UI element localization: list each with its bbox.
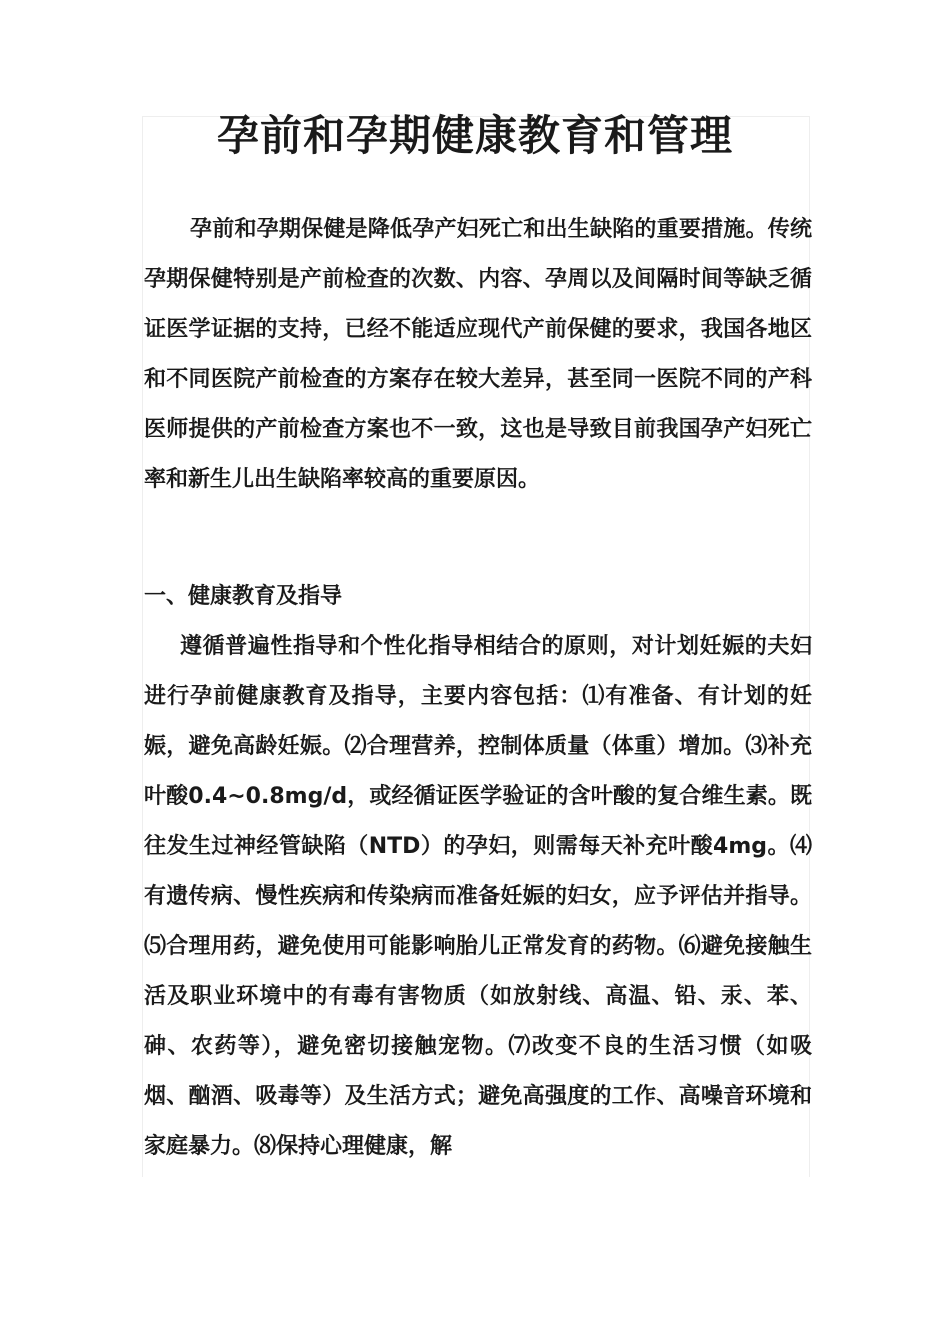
intro-paragraph: 孕前和孕期保健是降低孕产妇死亡和出生缺陷的重要措施。传统孕期保健特别是产前检查的次数、内容、孕周以及间隔时间等缺乏循证医学证据的支持，已经不能适应现代产前保健的要求，我国各地区和不同医院产前检查的方案存在较大差异，甚至同一医院不同的产科医师提供的产前检查方案也不一致，这也是导致目前我国孕产妇死亡率和新生儿出生缺陷率较高的重要原因。 xyxy=(144,217,812,492)
section-heading: 一、健康教育及指导 xyxy=(144,584,343,609)
section-paragraph: 遵循普遍性指导和个性化指导相结合的原则，对计划妊娠的夫妇进行孕前健康教育及指导，主要内容包括：⑴有准备、有计划的妊娠，避免高龄妊娠。⑵合理营养，控制体质量（体重）增加。⑶补充叶酸0.4~0.8mg/d，或经循证医学验证的含叶酸的复合维生素。既往发生过神经管缺陷（NTD）的孕妇，则需每天补充叶酸4mg。⑷有遗传病、慢性疾病和传染病而准备妊娠的妇女，应予评估并指导。⑸合理用药，避免使用可能影响胎儿正常发育的药物。⑹避免接触生活及职业环境中的有毒有害物质（如放射线、高温、铅、汞、苯、砷、农药等），避免密切接触宠物。⑺改变不良的生活习惯（如吸烟、酗酒、吸毒等）及生活方式；避免高强度的工作、高噪音环境和家庭暴力。⑻保持心理健康，解 xyxy=(144,634,812,1159)
document-title: 孕前和孕期健康教育和管理 xyxy=(216,111,733,160)
